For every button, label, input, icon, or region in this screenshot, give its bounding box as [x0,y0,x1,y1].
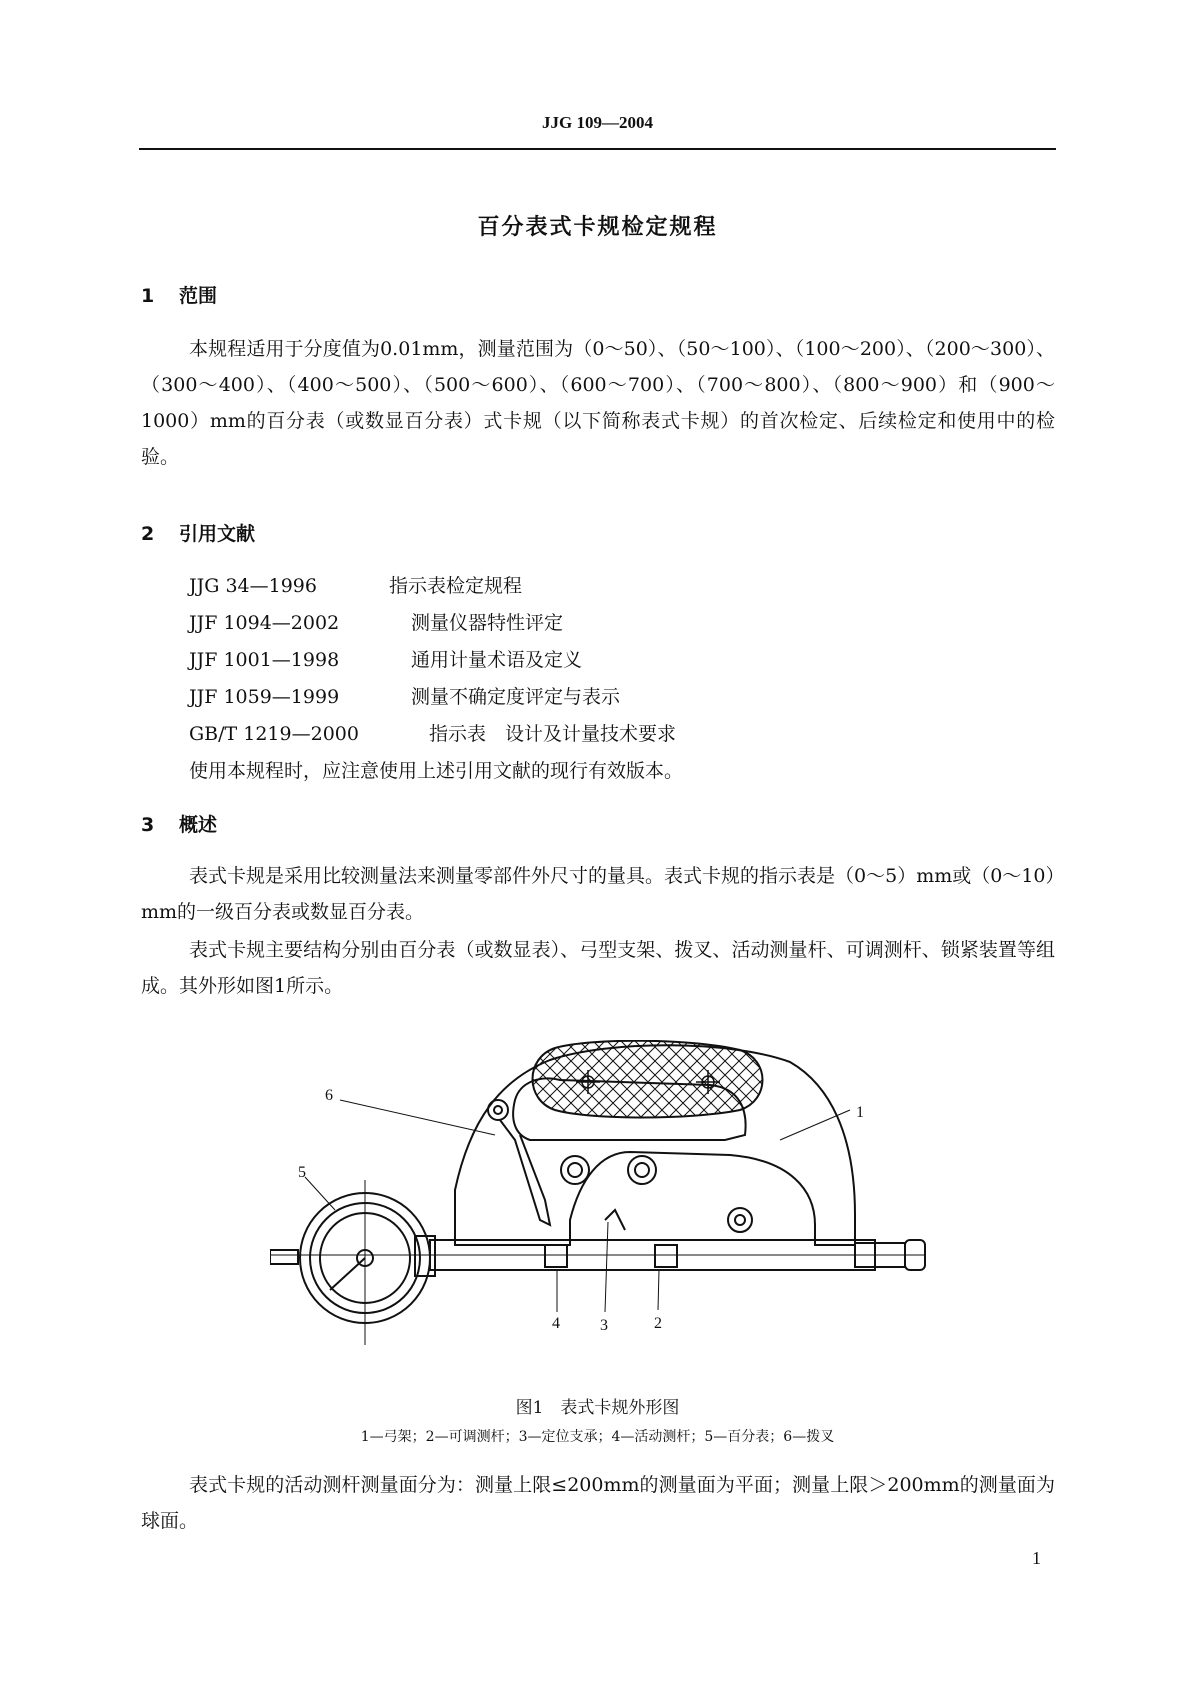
figure-labels [298,1087,864,1334]
figure-label: 4 [552,1315,560,1332]
reference-note: 使用本规程时，应注意使用上述引用文献的现行有效版本。 [189,760,684,782]
reference-item [189,642,683,679]
figure-label: 2 [654,1315,662,1332]
section-number: 3 [141,814,155,836]
figure-label: 6 [325,1087,333,1104]
figure-label: 3 [600,1317,608,1334]
header-rule [139,148,1056,150]
figure-label: 5 [298,1164,306,1181]
dial-stem [270,1250,298,1264]
leader-lines [305,1100,850,1312]
reference-code: JJF 1094—2002 [189,612,340,634]
frame-screws [561,1156,752,1232]
figure-legend: 1—弓架；2—可调测杆；3—定位支承；4—活动测杆；5—百分表；6—拨叉 [360,1429,835,1445]
reference-name: 指示表 设计及计量技术要求 [429,723,677,745]
overview-paragraph-2: 表式卡规主要结构分别由百分表（或数显表）、弓型支架、拨叉、活动测量杆、可调测杆、锁紧装置等组成。其外形如图1所示。 [141,939,1055,997]
page-title: 百分表式卡规检定规程 [477,215,718,240]
page-number: 1 [1032,1548,1041,1568]
reference-code: JJG 34—1996 [189,575,317,597]
hatched-grip [533,1041,763,1118]
section-title: 概述 [179,814,218,836]
overview-paragraph-1: 表式卡规是采用比较测量法来测量零部件外尺寸的量具。表式卡规的指示表是（0～5）mm或（0～10）mm的一级百分表或数显百分表。 [141,865,1055,923]
movable-rod [545,1245,567,1267]
section-heading-3 [141,810,217,837]
adjustable-rod [655,1245,677,1267]
figure-label: 1 [856,1104,864,1121]
fork-lever [500,1120,550,1225]
reference-item [189,679,683,716]
scope-paragraph: 本规程适用于分度值为0.01mm，测量范围为（0～50）、（50～100）、（100～200）、（200～300）、（300～400）、（400～500）、（500～600）、（600～700）、（700～800）、（800～900）和（900～1000）mm的百分表（或数显百分表）式卡规（以下简称表式卡规）的首次检定、后续检定和使用中的检验。 [141,338,1055,468]
reference-name: 通用计量术语及定义 [411,649,583,671]
section-title: 范围 [179,285,218,307]
caliper-figure [270,1040,930,1360]
dial-needle [330,1258,365,1290]
reference-name: 测量不确定度评定与表示 [411,686,621,708]
reference-name: 指示表检定规程 [389,575,523,597]
section-heading-1 [141,281,217,308]
section-number: 1 [141,285,155,307]
reference-item [189,605,683,642]
reference-name: 测量仪器特性评定 [411,612,564,634]
reference-item [189,716,683,753]
figure-caption: 图1 表式卡规外形图 [515,1398,680,1418]
section-title: 引用文献 [179,523,256,545]
reference-code: JJF 1059—1999 [189,686,340,708]
running-header: JJG 109—2004 [542,113,653,132]
reference-code: JJF 1001—1998 [189,649,340,671]
measuring-face-paragraph: 表式卡规的活动测杆测量面分为：测量上限≤200mm的测量面为平面；测量上限＞200mm的测量面为球面。 [141,1474,1055,1532]
section-number: 2 [141,523,155,545]
reference-code: GB/T 1219—2000 [189,723,359,745]
fork-pivot [488,1100,508,1120]
section-heading-2 [141,519,255,546]
reference-item [189,568,683,605]
reference-list [189,568,683,790]
